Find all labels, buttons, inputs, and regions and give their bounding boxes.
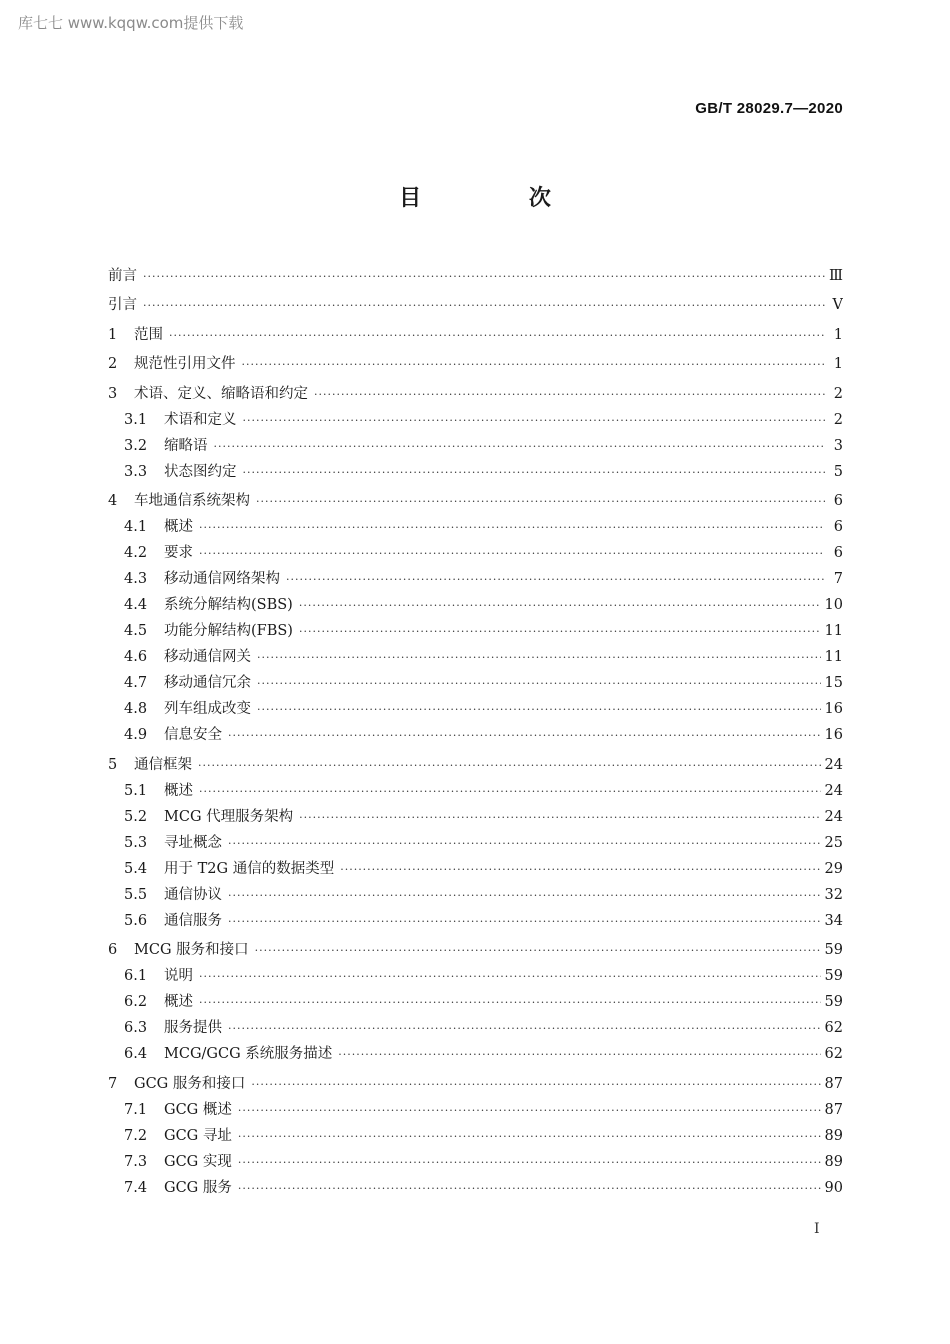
toc-entry-number: 5.6 (124, 912, 148, 929)
toc-entry[interactable] (108, 566, 843, 592)
toc-entry-label: 术语、定义、缩略语和约定 (134, 385, 308, 402)
toc-entry-label: 概述 (164, 994, 193, 1010)
toc-entry-label: 要求 (164, 545, 193, 561)
toc-entry-page: 3 (833, 437, 843, 454)
toc-entry-page: 89 (824, 1127, 843, 1144)
toc-entry-label: GCG 服务和接口 (134, 1075, 246, 1092)
toc-entry-number: 1 (108, 326, 118, 343)
toc-entry-page: 11 (824, 649, 843, 665)
toc-leader-dots (199, 779, 821, 804)
toc-entry[interactable] (108, 778, 843, 804)
toc-entry-label: 引言 (108, 297, 137, 313)
toc-entry[interactable] (108, 1041, 843, 1067)
watermark-text: 库七七 www.kqqw.com提供下载 (18, 14, 244, 32)
toc-entry-page: 16 (824, 727, 843, 743)
toc-leader-dots (257, 645, 821, 670)
toc-entry-number: 5.3 (124, 834, 148, 851)
toc-leader-dots (256, 489, 825, 514)
toc-entry[interactable] (108, 989, 843, 1015)
toc-entry-number: 7.4 (124, 1179, 148, 1196)
toc-entry[interactable] (108, 292, 843, 318)
toc-entry[interactable] (108, 908, 843, 934)
toc-leader-dots (199, 541, 825, 566)
toc-entry-page: 24 (824, 782, 843, 799)
toc-entry-page: 6 (833, 493, 843, 509)
toc-entry-label: 范围 (134, 326, 163, 343)
toc-leader-dots (199, 515, 825, 540)
toc-entry-label: 寻址概念 (164, 834, 222, 851)
toc-title: 目 次 (399, 186, 601, 211)
toc-entry-number: 5.5 (124, 886, 148, 903)
toc-entry-page: 24 (824, 808, 843, 825)
toc-entry-label: 前言 (108, 267, 137, 284)
toc-entry-number: 5 (108, 756, 118, 773)
toc-entry-label: GCG 服务 (164, 1179, 232, 1196)
toc-entry-label: MCG/GCG 系统服务描述 (164, 1046, 333, 1062)
toc-entry[interactable] (108, 722, 843, 748)
toc-leader-dots (251, 1072, 820, 1097)
toc-entry-page: 32 (824, 886, 843, 903)
toc-entry-page: 59 (824, 994, 843, 1010)
table-of-contents (108, 259, 843, 1201)
toc-entry[interactable] (108, 433, 843, 459)
toc-entry-page: 10 (824, 597, 843, 613)
toc-entry-page: Ⅲ (829, 267, 843, 284)
toc-entry[interactable] (108, 459, 843, 485)
toc-entry-page: 89 (824, 1153, 843, 1170)
toc-entry-number: 4.2 (124, 545, 148, 561)
toc-entry[interactable] (108, 488, 843, 514)
toc-entry-label: 用于 T2G 通信的数据类型 (164, 860, 335, 877)
toc-leader-dots (340, 857, 820, 882)
toc-entry-label: 系统分解结构(SBS) (164, 597, 293, 613)
toc-entry-number: 3.1 (124, 411, 148, 428)
toc-entry-label: 说明 (164, 968, 193, 984)
toc-entry-label: 车地通信系统架构 (134, 493, 250, 509)
toc-entry-number: 6.3 (124, 1020, 148, 1036)
toc-entry-number: 4.6 (124, 649, 148, 665)
toc-entry-label: GCG 实现 (164, 1153, 232, 1170)
toc-entry[interactable] (108, 351, 843, 377)
toc-entry-page: 62 (824, 1046, 843, 1062)
toc-entry-number: 4.7 (124, 675, 148, 691)
toc-entry-number: 6 (108, 942, 118, 958)
toc-entry-label: 移动通信冗余 (164, 675, 251, 691)
toc-entry-number: 5.2 (124, 808, 148, 825)
toc-entry[interactable] (108, 670, 843, 696)
toc-entry-label: MCG 代理服务架构 (164, 808, 294, 825)
toc-entry[interactable] (108, 381, 843, 407)
toc-entry-page: 1 (833, 356, 843, 372)
toc-entry-number: 4.3 (124, 571, 148, 587)
toc-entry-label: 缩略语 (164, 437, 208, 454)
toc-leader-dots (228, 909, 821, 934)
toc-entry-page: 59 (824, 942, 843, 958)
toc-leader-dots (199, 964, 821, 989)
toc-entry-label: 通信服务 (164, 912, 222, 929)
toc-entry[interactable] (108, 1175, 843, 1201)
toc-leader-dots (228, 883, 821, 908)
toc-leader-dots (242, 352, 826, 377)
toc-leader-dots (286, 567, 825, 592)
toc-leader-dots (198, 753, 821, 778)
toc-leader-dots (338, 1042, 820, 1067)
toc-entry-page: 1 (833, 326, 843, 343)
toc-leader-dots (143, 293, 825, 318)
toc-entry-label: 功能分解结构(FBS) (164, 623, 293, 639)
toc-entry-page: 15 (824, 675, 843, 691)
toc-leader-dots (169, 323, 825, 348)
toc-entry-page: 59 (824, 968, 843, 984)
toc-entry-number: 4.4 (124, 597, 148, 613)
toc-entry[interactable] (108, 1015, 843, 1041)
toc-entry-page: 29 (824, 860, 843, 877)
toc-leader-dots (243, 460, 826, 485)
toc-entry-label: 通信协议 (164, 886, 222, 903)
toc-entry-label: GCG 概述 (164, 1101, 232, 1118)
toc-entry-number: 4.8 (124, 701, 148, 717)
toc-leader-dots (228, 723, 821, 748)
standard-code: GB/T 28029.7—2020 (695, 100, 843, 117)
toc-entry-number: 3 (108, 385, 118, 402)
toc-leader-dots (214, 434, 826, 459)
toc-entry-label: 列车组成改变 (164, 701, 251, 717)
toc-entry-number: 4.9 (124, 727, 148, 743)
toc-entry-page: 6 (833, 519, 843, 535)
toc-leader-dots (243, 408, 826, 433)
toc-entry-number: 4 (108, 493, 118, 509)
toc-entry-number: 6.2 (124, 994, 148, 1010)
toc-entry[interactable] (108, 322, 843, 348)
toc-entry-label: 术语和定义 (164, 411, 237, 428)
toc-entry-page: 7 (833, 571, 843, 587)
toc-entry[interactable] (108, 407, 843, 433)
toc-leader-dots (143, 264, 825, 289)
toc-entry[interactable] (108, 1123, 843, 1149)
toc-entry-page: 2 (833, 385, 843, 402)
toc-leader-dots (199, 990, 821, 1015)
toc-entry-page: 87 (824, 1101, 843, 1118)
toc-entry-page: 90 (824, 1179, 843, 1196)
toc-entry[interactable] (108, 618, 843, 644)
toc-entry-page: 34 (824, 912, 843, 929)
toc-entry-label: 服务提供 (164, 1020, 222, 1036)
toc-leader-dots (228, 1016, 821, 1041)
toc-entry-page: 5 (833, 463, 843, 480)
toc-leader-dots (299, 805, 820, 830)
toc-entry[interactable] (108, 644, 843, 670)
toc-leader-dots (299, 619, 821, 644)
toc-leader-dots (238, 1150, 821, 1175)
page-number: Ⅰ (814, 1221, 820, 1237)
toc-entry-label: 概述 (164, 519, 193, 535)
toc-entry-number: 2 (108, 356, 118, 372)
toc-entry-page: 16 (824, 701, 843, 717)
toc-leader-dots (257, 697, 821, 722)
toc-entry-page: 6 (833, 545, 843, 561)
toc-leader-dots (314, 382, 825, 407)
toc-entry[interactable] (108, 963, 843, 989)
toc-entry[interactable] (108, 540, 843, 566)
toc-entry-label: 移动通信网关 (164, 649, 251, 665)
toc-entry-number: 3.2 (124, 437, 148, 454)
toc-entry-number: 6.1 (124, 968, 148, 984)
toc-entry[interactable] (108, 882, 843, 908)
toc-leader-dots (299, 593, 821, 618)
toc-entry-number: 7.2 (124, 1127, 148, 1144)
toc-entry[interactable] (108, 804, 843, 830)
toc-entry-label: 通信框架 (134, 756, 192, 773)
toc-entry[interactable] (108, 1149, 843, 1175)
toc-entry-page: 25 (824, 834, 843, 851)
toc-entry-number: 4.5 (124, 623, 148, 639)
toc-entry-page: 11 (824, 623, 843, 639)
toc-entry-label: 状态图约定 (164, 463, 237, 480)
toc-entry[interactable] (108, 696, 843, 722)
toc-entry-number: 5.1 (124, 782, 148, 799)
toc-entry-page: 24 (824, 756, 843, 773)
toc-entry-number: 5.4 (124, 860, 148, 877)
toc-entry[interactable] (108, 937, 843, 963)
toc-entry-label: 规范性引用文件 (134, 356, 236, 372)
toc-entry-number: 3.3 (124, 463, 148, 480)
toc-entry-label: GCG 寻址 (164, 1127, 232, 1144)
toc-entry-number: 4.1 (124, 519, 148, 535)
toc-leader-dots (238, 1176, 821, 1201)
toc-entry[interactable] (108, 1071, 843, 1097)
toc-entry[interactable] (108, 1097, 843, 1123)
toc-entry-number: 6.4 (124, 1046, 148, 1062)
toc-entry[interactable] (108, 514, 843, 540)
toc-leader-dots (228, 831, 821, 856)
toc-entry[interactable] (108, 856, 843, 882)
toc-entry-page: 62 (824, 1020, 843, 1036)
toc-entry[interactable] (108, 592, 843, 618)
toc-entry-page: Ⅴ (832, 297, 843, 313)
toc-entry-label: 信息安全 (164, 727, 222, 743)
toc-leader-dots (255, 938, 821, 963)
toc-entry-number: 7 (108, 1075, 118, 1092)
toc-entry[interactable] (108, 830, 843, 856)
toc-entry-label: 概述 (164, 782, 193, 799)
toc-leader-dots (257, 671, 821, 696)
toc-entry-label: MCG 服务和接口 (134, 942, 249, 958)
toc-entry-number: 7.3 (124, 1153, 148, 1170)
toc-entry-number: 7.1 (124, 1101, 148, 1118)
toc-leader-dots (238, 1124, 821, 1149)
toc-leader-dots (238, 1098, 821, 1123)
toc-entry[interactable] (108, 752, 843, 778)
toc-entry-page: 2 (833, 411, 843, 428)
toc-entry-page: 87 (824, 1075, 843, 1092)
toc-entry[interactable] (108, 263, 843, 289)
toc-entry-label: 移动通信网络架构 (164, 571, 280, 587)
